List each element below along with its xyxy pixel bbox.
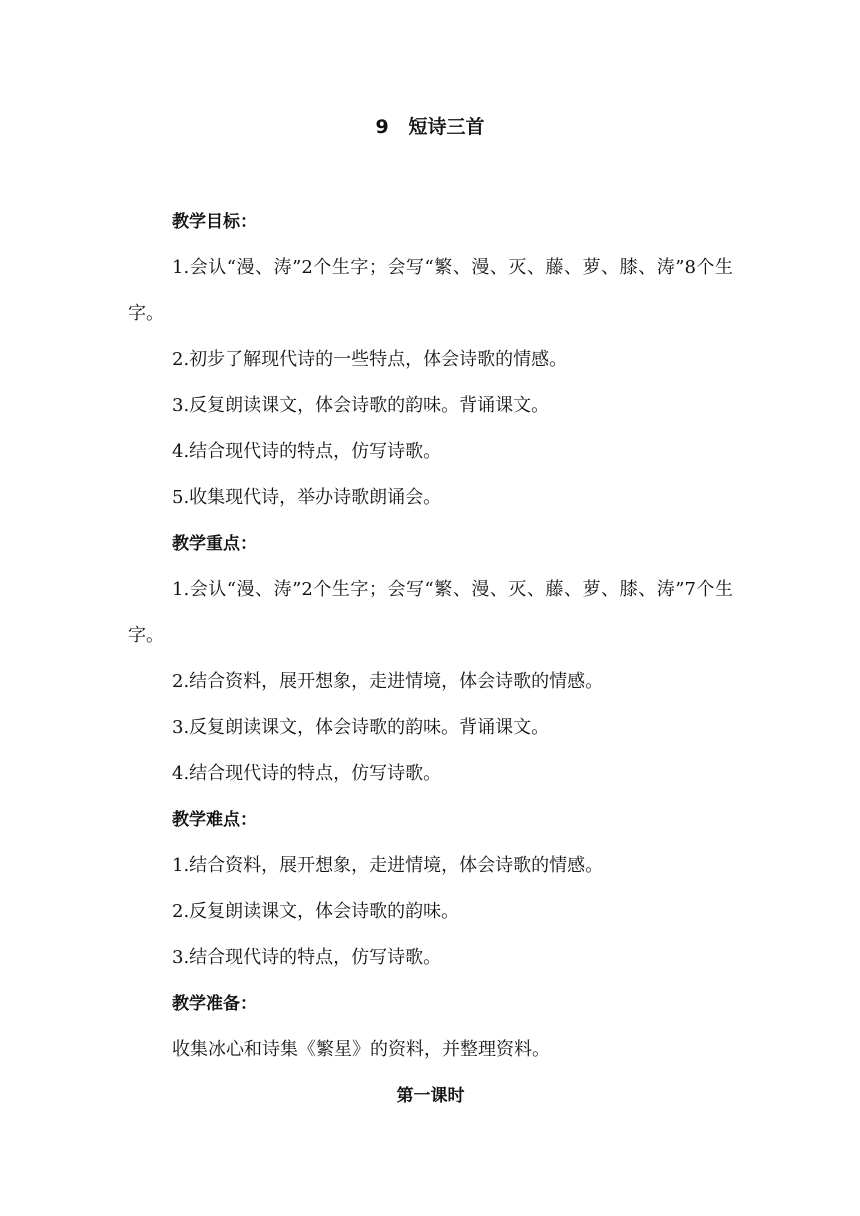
difficulty-item-3: 3.结合现代诗的特点，仿写诗歌。: [172, 947, 442, 968]
goal-item-3: 3.反复朗读课文，体会诗歌的韵味。背诵课文。: [172, 395, 550, 416]
section-heading-preparation: 教学准备：: [172, 994, 257, 1014]
key-point-item-3: 3.反复朗读课文，体会诗歌的韵味。背诵课文。: [172, 717, 550, 738]
goal-item-1: 1.会认“漫、涛”2个生字；会写“繁、漫、灭、藤、萝、膝、涛”8个生字。: [128, 257, 733, 324]
document-body: [128, 199, 733, 1119]
lesson-heading: 第一课时: [396, 1086, 465, 1106]
difficulty-item-1: 1.结合资料，展开想象，走进情境，体会诗歌的情感。: [172, 855, 604, 876]
difficulty-item-2: 2.反复朗读课文，体会诗歌的韵味。: [172, 901, 460, 922]
key-point-item-1: 1.会认“漫、涛”2个生字；会写“繁、漫、灭、藤、萝、膝、涛”7个生字。: [128, 579, 733, 646]
goal-item-2: 2.初步了解现代诗的一些特点，体会诗歌的情感。: [172, 349, 568, 370]
key-point-item-2: 2.结合资料，展开想象，走进情境，体会诗歌的情感。: [172, 671, 604, 692]
goal-item-4: 4.结合现代诗的特点，仿写诗歌。: [172, 441, 442, 462]
document-title: 9 短诗三首: [375, 116, 485, 138]
goal-item-5: 5.收集现代诗，举办诗歌朗诵会。: [172, 487, 442, 508]
section-heading-difficulties: 教学难点：: [172, 810, 257, 830]
preparation-item-1: 收集冰心和诗集《繁星》的资料，并整理资料。: [172, 1039, 550, 1060]
section-heading-key-points: 教学重点：: [172, 534, 257, 554]
key-point-item-4: 4.结合现代诗的特点，仿写诗歌。: [172, 763, 442, 784]
section-heading-goals: 教学目标：: [172, 212, 257, 232]
